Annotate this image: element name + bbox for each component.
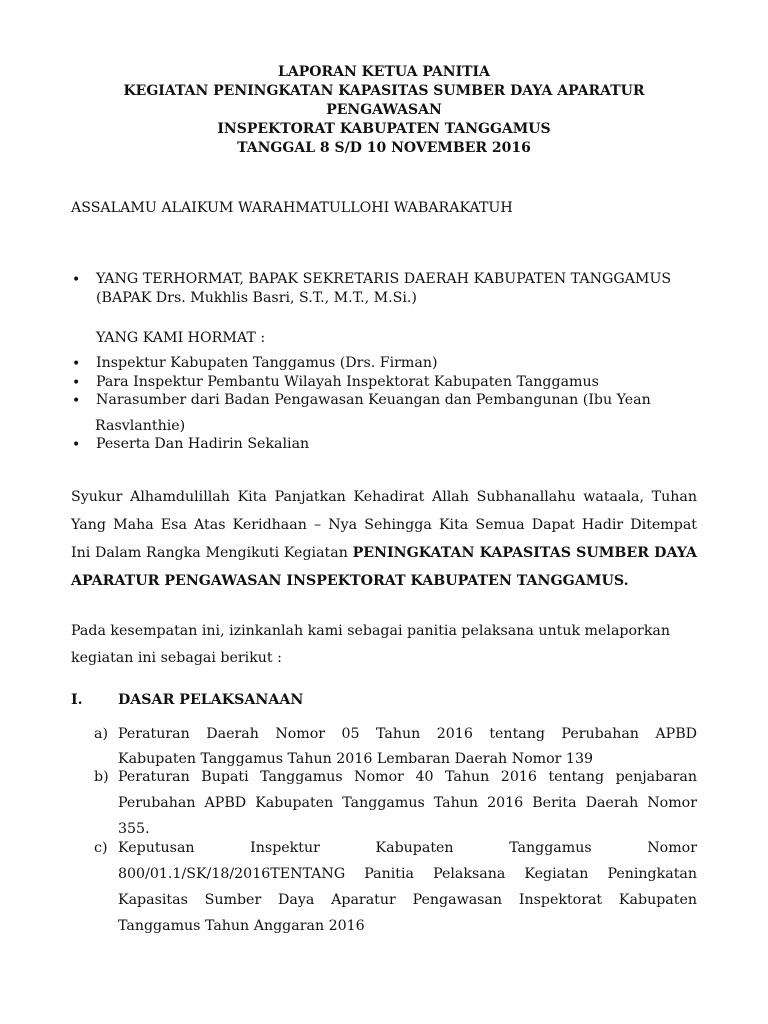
list-item-line: Tanggamus Tahun Anggaran 2016	[118, 918, 365, 934]
paragraph-text: Ini Dalam Rangka Mengikuti Kegiatan	[71, 545, 348, 561]
section-title: DASAR PELAKSANAAN	[118, 692, 304, 708]
paragraph-line: kegiatan ini sebagai berikut :	[71, 650, 282, 666]
respected-item: Para Inspektur Pembantu Wilayah Inspektorat Kabupaten Tanggamus	[96, 374, 599, 390]
bullet-icon: •	[72, 437, 81, 453]
bullet-icon: •	[72, 272, 81, 288]
list-marker: c)	[94, 840, 108, 856]
list-item-line: Peraturan Bupati Tanggamus Nomor 40 Tahun 2016 tentang penjabaran	[118, 769, 697, 785]
respected-item: Inspektur Kabupaten Tanggamus (Drs. Firman)	[96, 355, 438, 371]
greeting: ASSALAMU ALAIKUM WARAHMATULLOHI WABARAKATUH	[71, 200, 513, 216]
honored-guest-line2: (BAPAK Drs. Mukhlis Basri, S.T., M.T., M.Si.)	[96, 290, 417, 306]
respected-item: Narasumber dari Badan Pengawasan Keuangan dan Pembangunan (Ibu Yean	[96, 392, 651, 408]
list-item-line: 800/01.1/SK/18/2016TENTANG Panitia Pelaksana Kegiatan Peningkatan	[118, 866, 697, 882]
list-item-line: Keputusan Inspektur Kabupaten Tanggamus Nomor	[118, 840, 697, 856]
list-marker: a)	[94, 726, 108, 742]
bullet-icon: •	[72, 375, 81, 391]
respected-item: Peserta Dan Hadirin Sekalian	[96, 436, 310, 452]
list-item-line: Kabupaten Tanggamus Tahun 2016 Lembaran Daerah Nomor 139	[118, 751, 594, 767]
list-item-line: Perubahan APBD Kabupaten Tanggamus Tahun 2016 Berita Daerah Nomor	[118, 795, 697, 811]
paragraph-line	[71, 545, 697, 561]
list-item-line: Kapasitas Sumber Daya Aparatur Pengawasan Inspektorat Kabupaten	[118, 892, 697, 908]
bullet-icon: •	[72, 393, 81, 409]
respected-heading: YANG KAMI HORMAT :	[96, 330, 266, 346]
activity-title-continued: PENGAWASAN	[326, 102, 442, 118]
institution-title: INSPEKTORAT KABUPATEN TANGGAMUS	[217, 121, 551, 137]
paragraph-line: Syukur Alhamdulillah Kita Panjatkan Kehadirat Allah Subhanallahu wataala, Tuhan	[71, 489, 697, 505]
list-item-line: 355.	[118, 821, 150, 837]
list-marker: b)	[94, 769, 109, 785]
paragraph-line: Pada kesempatan ini, izinkanlah kami sebagai panitia pelaksana untuk melaporkan	[71, 623, 671, 639]
activity-name-bold-continued: APARATUR PENGAWASAN INSPEKTORAT KABUPATEN TANGGAMUS.	[71, 573, 629, 589]
list-item-line: Peraturan Daerah Nomor 05 Tahun 2016 tentang Perubahan APBD	[118, 726, 697, 742]
section-number: I.	[71, 692, 83, 708]
activity-name-bold: PENINGKATAN KAPASITAS SUMBER DAYA	[352, 545, 698, 561]
activity-title: KEGIATAN PENINGKATAN KAPASITAS SUMBER DAYA APARATUR	[123, 83, 645, 99]
date-title: TANGGAL 8 S/D 10 NOVEMBER 2016	[237, 140, 531, 156]
respected-item-continued: Rasvlanthie)	[95, 418, 186, 434]
honored-guest-line1: YANG TERHORMAT, BAPAK SEKRETARIS DAERAH KABUPATEN TANGGAMUS	[96, 271, 672, 287]
report-title: LAPORAN KETUA PANITIA	[278, 64, 490, 80]
bullet-icon: •	[72, 356, 81, 372]
paragraph-line: Yang Maha Esa Atas Keridhaan – Nya Sehingga Kita Semua Dapat Hadir Ditempat	[71, 517, 697, 533]
